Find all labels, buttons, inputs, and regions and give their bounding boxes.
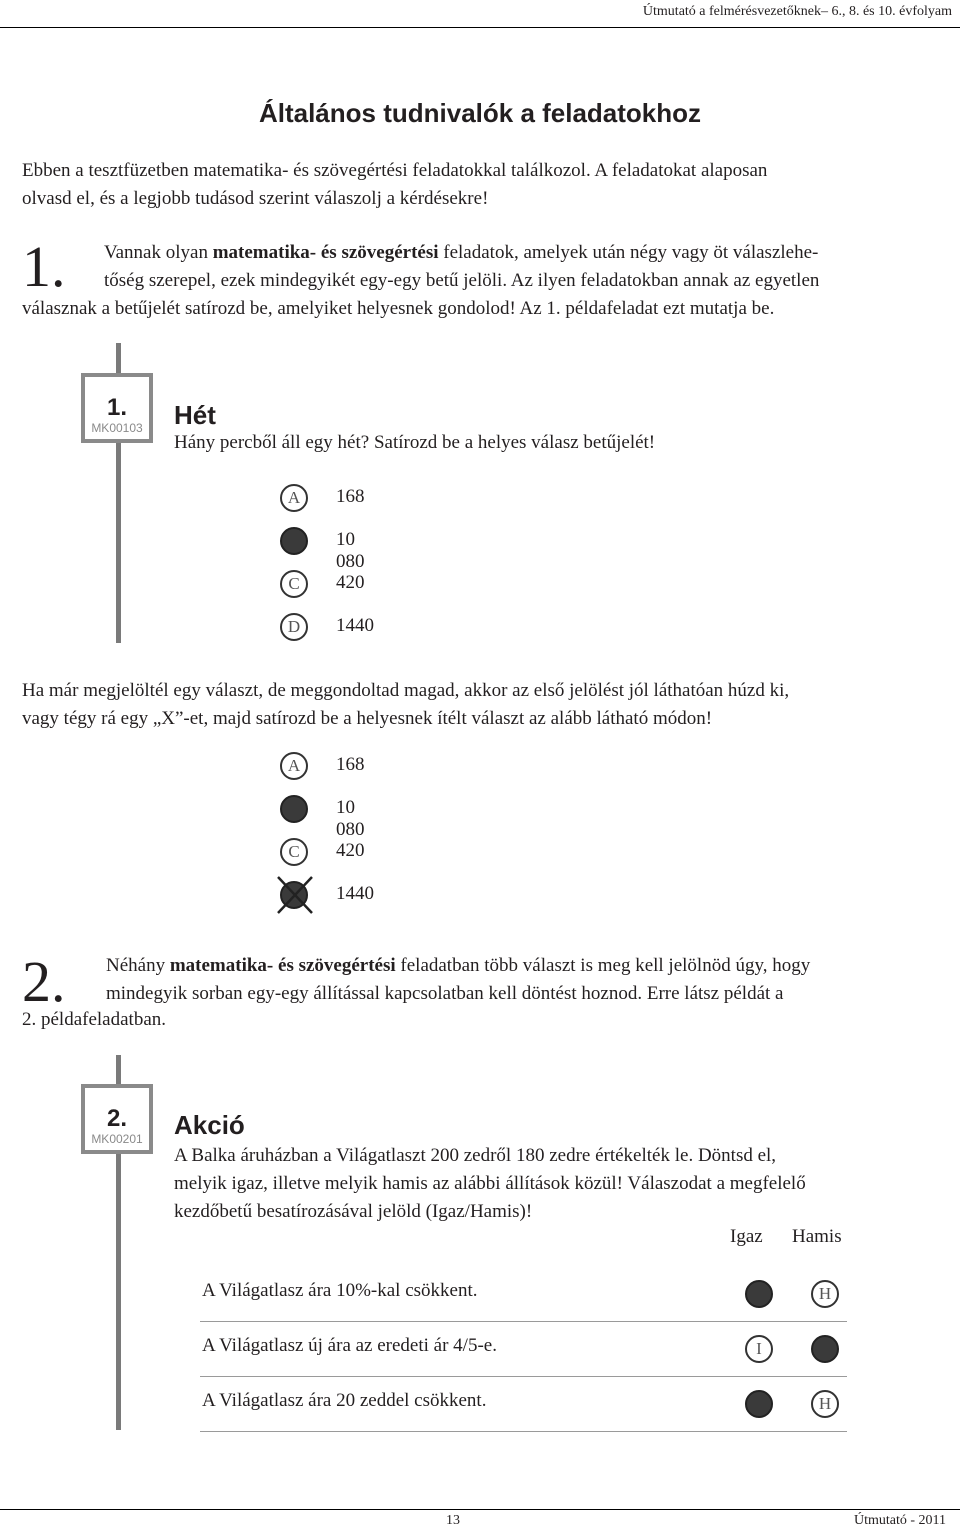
option-circle-c[interactable]: C	[280, 838, 308, 866]
statement-text: A Világatlasz új ára az eredeti ár 4/5-e.	[202, 1335, 497, 1356]
option-value: 168	[336, 754, 365, 775]
option-value: 420	[336, 572, 365, 593]
section1-text	[104, 239, 944, 295]
option-value: 10 080	[336, 797, 365, 840]
task-number: 1.	[106, 394, 127, 421]
intro-paragraph	[22, 157, 937, 213]
footer-label: Útmutató - 2011	[853, 1513, 946, 1528]
option-circle-a[interactable]: A	[280, 484, 308, 512]
option-circle-b-filled[interactable]	[280, 527, 308, 555]
section2-line	[106, 952, 946, 980]
option-value: 168	[336, 486, 365, 507]
statement-row	[200, 1378, 847, 1432]
bold-text: matematika- és szövegértési	[212, 242, 439, 263]
false-circle[interactable]: H	[811, 1280, 839, 1308]
task-text-line: melyik igaz, illetve melyik hamis az alábbi állítások közül! Válaszodat a megfelelő	[174, 1173, 806, 1194]
row-divider	[200, 1376, 847, 1377]
page-number: 13	[446, 1513, 460, 1528]
task-code: MK00201	[91, 1132, 143, 1146]
task-title: Akció	[174, 1110, 245, 1140]
text: Néhány	[106, 955, 170, 976]
intro-line: Ebben a tesztfüzetben matematika- és szövegértési feladatokkal találkozol. A feladatokat alaposan	[22, 160, 768, 181]
cross-out-icon	[276, 875, 314, 915]
bold-text: matematika- és szövegértési	[169, 955, 396, 976]
task-number-box	[81, 373, 153, 443]
task-title: Hét	[174, 400, 216, 430]
section2-text	[106, 952, 946, 1008]
column-header-true: Igaz	[730, 1226, 763, 1247]
option-circle-b-filled[interactable]	[280, 795, 308, 823]
task-text-line: kezdőbetű besatírozásával jelöld (Igaz/Hamis)!	[174, 1201, 533, 1222]
section-number: 1.	[22, 234, 66, 299]
text: feladatban több választ is meg kell jelölnöd úgy, hogy	[395, 955, 811, 976]
section1-line	[104, 239, 944, 267]
option-circle-a[interactable]: A	[280, 752, 308, 780]
option-value: 1440	[336, 615, 374, 636]
option-circle-c[interactable]: C	[280, 570, 308, 598]
section1-line: tőség szerepel, ezek mindegyikét egy-egy betű jelöli. Az ilyen feladatokban annak az egyetlen	[104, 270, 820, 291]
statement-row	[200, 1268, 847, 1322]
task-text-line: A Balka áruházban a Világatlaszt 200 zedről 180 zedre értékelték le. Döntsd el,	[174, 1145, 777, 1166]
correction-line: vagy tégy rá egy „X”-et, majd satírozd be a helyesnek ítélt választ az alább látható módon!	[22, 708, 713, 729]
section2-line: mindegyik sorban egy-egy állítással kapcsolatban kell döntést hoznod. Erre látsz példát a	[106, 983, 784, 1004]
statement-text: A Világatlasz ára 10%-kal csökkent.	[202, 1280, 478, 1301]
statement-text: A Világatlasz ára 20 zeddel csökkent.	[202, 1390, 487, 1411]
correction-line: Ha már megjelöltél egy választ, de meggondoltad magad, akkor az első jelölést jól láthatóan húzd ki,	[22, 680, 790, 701]
row-divider	[200, 1321, 847, 1322]
text: feladatok, amelyek után négy vagy öt válaszlehe-	[438, 242, 819, 263]
task-code: MK00103	[91, 421, 143, 435]
row-divider	[200, 1431, 847, 1432]
false-circle[interactable]: H	[811, 1390, 839, 1418]
correction-paragraph	[22, 677, 952, 733]
task-question: Hány percből áll egy hét? Satírozd be a helyes válasz betűjelét!	[174, 432, 656, 453]
task-text	[174, 1142, 934, 1226]
task-number: 2.	[106, 1105, 127, 1132]
column-header-false: Hamis	[792, 1226, 842, 1247]
footer-rule	[0, 1509, 960, 1510]
true-circle[interactable]: I	[745, 1335, 773, 1363]
text: Vannak olyan	[104, 242, 213, 263]
section2-line: 2. példafeladatban.	[22, 1009, 167, 1030]
task-number-box	[81, 1084, 153, 1154]
intro-line: olvasd el, és a legjobb tudásod szerint válaszolj a kérdésekre!	[22, 188, 489, 209]
section-number: 2.	[22, 949, 66, 1014]
true-circle-filled[interactable]	[745, 1280, 773, 1308]
statement-row	[200, 1323, 847, 1377]
option-value: 420	[336, 840, 365, 861]
false-circle-filled[interactable]	[811, 1335, 839, 1363]
page-title: Általános tudnivalók a feladatokhoz	[258, 98, 702, 128]
section1-line: válasznak a betűjelét satírozd be, amelyiket helyesnek gondolod! Az 1. példafeladat ezt mutatja be.	[22, 298, 775, 319]
true-circle-filled[interactable]	[745, 1390, 773, 1418]
option-value: 1440	[336, 883, 374, 904]
running-header: Útmutató a felmérésvezetőknek– 6., 8. és 10. évfolyam	[642, 4, 952, 19]
option-value: 10 080	[336, 529, 365, 572]
option-circle-d[interactable]: D	[280, 613, 308, 641]
header-rule	[0, 27, 960, 28]
